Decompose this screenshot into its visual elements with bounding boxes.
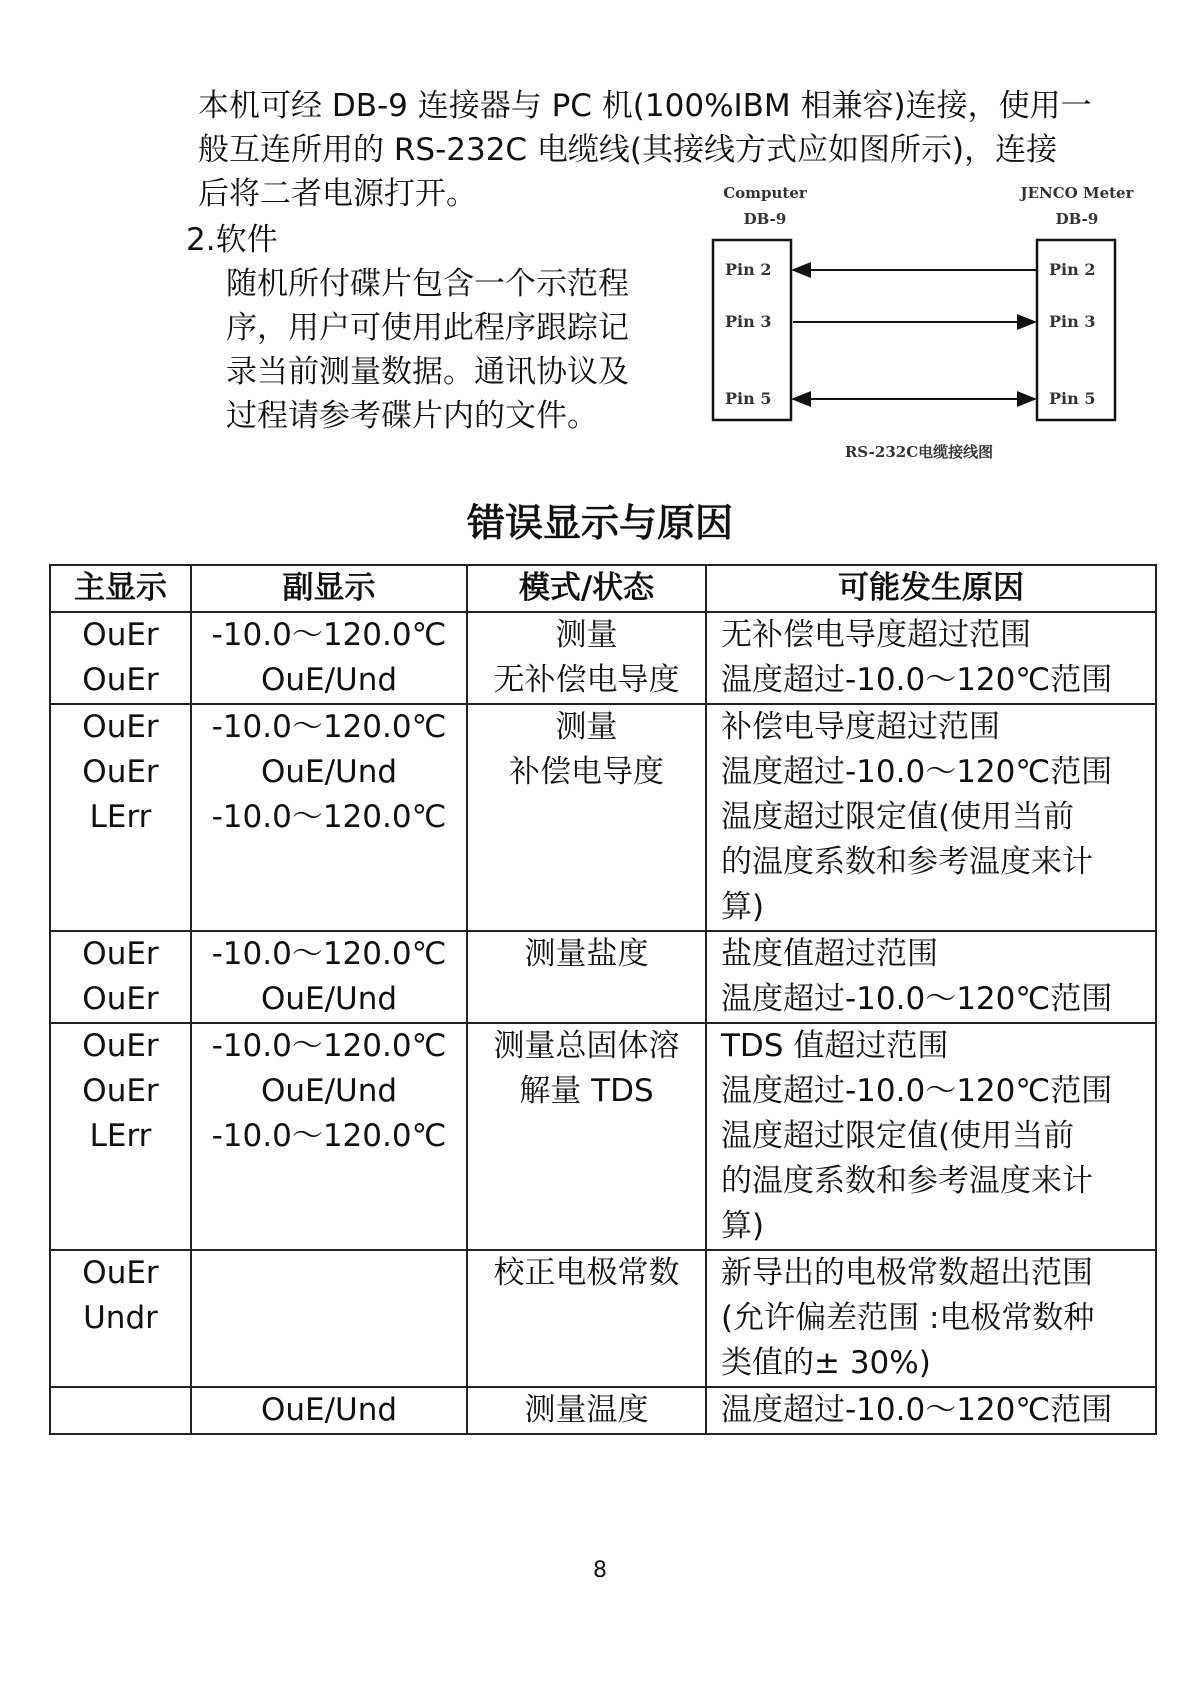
cell-sub	[191, 612, 467, 704]
text-line: 般互连所用的 RS-232C 电缆线(其接线方式应如图所示)，连接	[198, 132, 1058, 168]
table-row	[50, 931, 1156, 1023]
software-heading: 2.软件	[186, 222, 278, 258]
cell-text: 温度超过限定值(使用当前	[721, 799, 1075, 835]
page-number: 8	[593, 1558, 607, 1583]
cell-text: 测量温度	[524, 1392, 649, 1428]
cell-text: 测量盐度	[524, 936, 649, 972]
cell-sub	[191, 1387, 467, 1434]
left-pin-3: Pin 3	[725, 312, 772, 331]
cell-text: 算)	[721, 1208, 765, 1244]
cell-main	[50, 1023, 191, 1250]
cell-main	[50, 704, 191, 931]
cell-text: OuE/Und	[260, 981, 398, 1017]
cell-mode	[467, 1023, 706, 1250]
cell-text: LErr	[89, 799, 152, 835]
error-table	[49, 564, 1157, 1435]
text-line: 序，用户可使用此程序跟踪记	[226, 310, 629, 346]
cell-text: -10.0～120.0℃	[211, 936, 447, 972]
cell-text: 温度超过-10.0～120℃范围	[721, 1073, 1113, 1109]
cell-cause	[706, 1387, 1156, 1434]
cell-sub	[191, 1250, 467, 1387]
rs232-wiring-diagram	[705, 182, 1135, 467]
cell-text: 校正电极常数	[493, 1255, 680, 1291]
cell-text: -10.0～120.0℃	[211, 1028, 447, 1064]
cell-text: OuEr	[82, 662, 159, 698]
cell-text: 盐度值超过范围	[721, 936, 938, 972]
cell-text: 的温度系数和参考温度来计	[721, 844, 1093, 880]
text-line: 随机所付碟片包含一个示范程	[226, 266, 629, 302]
cell-sub	[191, 931, 467, 1023]
right-pin-2: Pin 2	[1049, 260, 1096, 279]
cell-cause	[706, 1023, 1156, 1250]
cell-text: 温度超过-10.0～120℃范围	[721, 754, 1113, 790]
cell-text: OuE/Und	[260, 1392, 398, 1428]
cell-text: OuEr	[82, 1028, 159, 1064]
cell-text: 补偿电导度	[509, 754, 664, 790]
cell-text: OuE/Und	[260, 662, 398, 698]
text-line: 录当前测量数据。通讯协议及	[226, 354, 629, 390]
cell-text: 的温度系数和参考温度来计	[721, 1163, 1093, 1199]
left-title: Computer	[723, 184, 807, 202]
cell-text: 测量	[555, 617, 618, 653]
cell-mode	[467, 1387, 706, 1434]
table-row	[50, 1023, 1156, 1250]
right-title: JENCO Meter	[1020, 184, 1134, 202]
cell-text: -10.0～120.0℃	[211, 799, 447, 835]
cell-text: 解量 TDS	[519, 1073, 654, 1109]
right-pin-3: Pin 3	[1049, 312, 1096, 331]
cell-main	[50, 931, 191, 1023]
cell-text: OuEr	[82, 754, 159, 790]
table-row	[50, 704, 1156, 931]
text-line: 本机可经 DB-9 连接器与 PC 机(100%IBM 相兼容)连接，使用一	[198, 88, 1092, 124]
cell-main	[50, 612, 191, 704]
left-pin-5: Pin 5	[725, 389, 772, 408]
cell-text: -10.0～120.0℃	[211, 709, 447, 745]
cell-main	[50, 1250, 191, 1387]
cell-text: 算)	[721, 889, 765, 925]
table-row	[50, 1250, 1156, 1387]
header-mode: 模式/状态	[467, 565, 706, 612]
table-row	[50, 612, 1156, 704]
text-line: 后将二者电源打开。	[198, 176, 477, 212]
cell-cause	[706, 931, 1156, 1023]
table-title: 错误显示与原因	[466, 501, 733, 545]
cell-text: 新导出的电极常数超出范围	[721, 1255, 1093, 1291]
cell-sub	[191, 1023, 467, 1250]
cell-main	[50, 1387, 191, 1434]
cell-text: 温度超过-10.0～120℃范围	[721, 981, 1113, 1017]
text-line: 过程请参考碟片内的文件。	[226, 398, 598, 434]
left-sub: DB-9	[743, 210, 787, 228]
cell-text: OuEr	[82, 1255, 159, 1291]
cell-mode	[467, 1250, 706, 1387]
cell-text: 类值的± 30%)	[721, 1345, 931, 1381]
table-header-row	[50, 565, 1156, 612]
cell-text: 无补偿电导度	[493, 662, 680, 698]
cell-mode	[467, 931, 706, 1023]
cell-mode	[467, 612, 706, 704]
cell-text: (允许偏差范围 :电极常数种	[721, 1300, 1095, 1336]
right-pin-5: Pin 5	[1049, 389, 1096, 408]
cell-text: OuEr	[82, 981, 159, 1017]
cell-text: OuEr	[82, 617, 159, 653]
software-paragraph	[226, 262, 629, 438]
diagram-caption: RS-232C电缆接线图	[844, 443, 994, 461]
cell-text: 补偿电导度超过范围	[721, 709, 1000, 745]
cell-text: OuE/Und	[260, 754, 398, 790]
cell-text: 温度超过限定值(使用当前	[721, 1118, 1075, 1154]
cell-text: 温度超过-10.0～120℃范围	[721, 1392, 1113, 1428]
cell-text: OuEr	[82, 936, 159, 972]
header-main: 主显示	[50, 565, 191, 612]
cell-text: OuEr	[82, 1073, 159, 1109]
cell-text: LErr	[89, 1118, 152, 1154]
cell-text: -10.0～120.0℃	[211, 1118, 447, 1154]
cell-text: TDS 值超过范围	[721, 1028, 949, 1064]
header-cause: 可能发生原因	[706, 565, 1156, 612]
cell-text: -10.0～120.0℃	[211, 617, 447, 653]
cell-cause	[706, 612, 1156, 704]
cell-cause	[706, 704, 1156, 931]
cell-text: 无补偿电导度超过范围	[721, 617, 1031, 653]
cell-text: OuEr	[82, 709, 159, 745]
cell-sub	[191, 704, 467, 931]
cell-text: Undr	[83, 1300, 158, 1336]
cell-text: 测量总固体溶	[493, 1028, 680, 1064]
cell-text: OuE/Und	[260, 1073, 398, 1109]
header-sub: 副显示	[191, 565, 467, 612]
right-sub: DB-9	[1055, 210, 1099, 228]
cell-text: 测量	[555, 709, 618, 745]
cell-text: 温度超过-10.0～120℃范围	[721, 662, 1113, 698]
cell-cause	[706, 1250, 1156, 1387]
left-pin-2: Pin 2	[725, 260, 772, 279]
table-row	[50, 1387, 1156, 1434]
cell-mode	[467, 704, 706, 931]
